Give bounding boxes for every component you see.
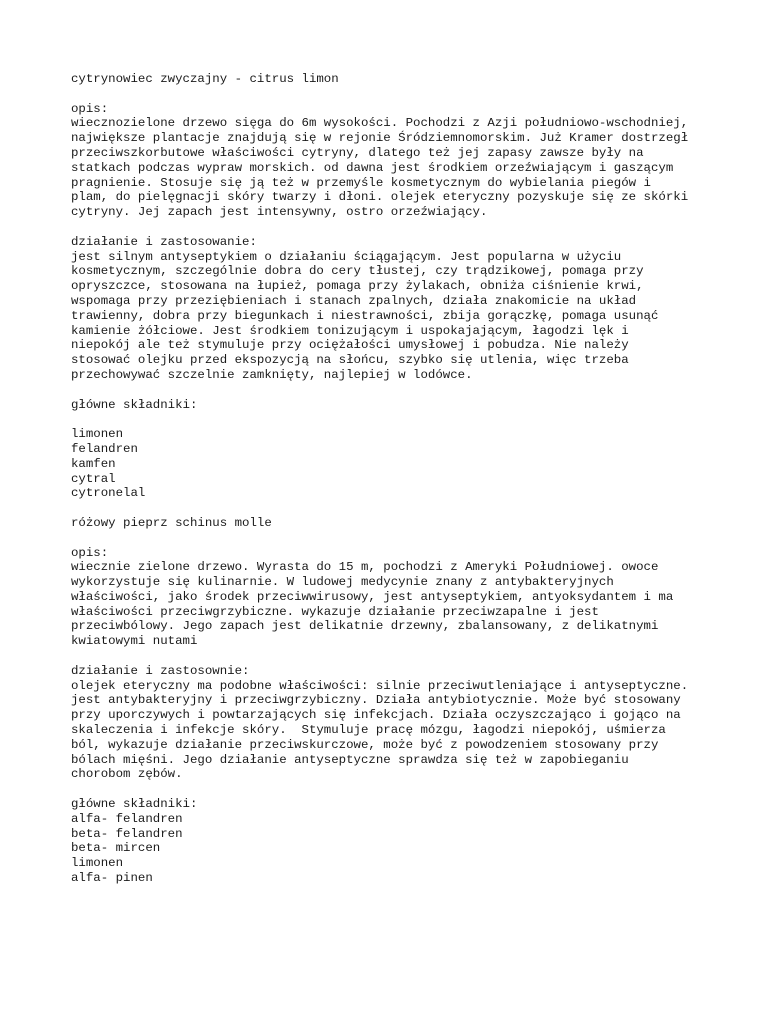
text-line: największe plantacje znajdują się w rejonie Śródziemnomorskim. Już Kramer dostrzegł [71,131,689,146]
text-line: limonen [71,856,124,871]
text-line: różowy pieprz schinus molle [71,515,272,530]
text-line: przeciwbólowy. Jego zapach jest delikatnie drzewny, zbalansowany, z delikatnymi [71,619,659,634]
text-line: wiecznie zielone drzewo. Wyrasta do 15 m, pochodzi z Ameryki Południowej. owoce [71,560,659,575]
text-line [71,383,751,398]
text-line: kosmetycznym, szczególnie dobra do cery tłustej, czy trądzikowej, pomaga przy [71,264,644,279]
text-line: przy uporczywych i powtarzających się infekcjach. Działa oczyszczająco i gojąco na [71,708,681,723]
text-line: cytryny. Jej zapach jest intensywny, ostro orzeźwiający. [71,205,488,220]
text-line [71,220,751,235]
text-line: cytrynowiec zwyczajny - citrus limon [71,72,339,86]
text-line: stosować olejku przed ekspozycją na słońcu, szybko się utlenia, więc trzeba [71,353,629,368]
text-line: chorobom zębów. [71,767,183,782]
text-line: wykorzystuje się kulinarnie. W ludowej medycynie znany z antybakteryjnych [71,575,614,590]
text-line [71,649,751,664]
text-line: kwiatowymi nutami [71,634,198,649]
text-line: opryszczce, stosowana na łupież, pomaga przy żylakach, obniża ciśnienie krwi, [71,279,644,294]
text-line: przeciwszkorbutowe właściwości cytryny, dlatego też jej zapasy zawsze były na [71,145,644,160]
text-line: działanie i zastosownie: [71,663,250,678]
text-line: pragnienie. Stosuje się ją też w przemyśle kosmetycznym do wybielania piegów i [71,175,651,190]
text-line: alfa- felandren [71,811,183,826]
text-line: jest antybakteryjny i przeciwgrzybiczny. Działa antybiotycznie. Może być stosowany [71,693,681,708]
text-line: plam, do pielęgnacji skóry twarzy i dłoni. olejek eteryczny pozyskuje się ze skórki [71,190,689,205]
text-line: właściwości przeciwgrzybiczne. wykazuje działanie przeciwzapalne i jest [71,604,599,619]
text-line: wspomaga przy przeziębieniach i stanach zpalnych, działa znakomicie na układ [71,293,637,308]
text-line: działanie i zastosowanie: [71,234,257,249]
text-line: beta- felandren [71,826,183,841]
text-line: trawienny, dobra przy biegunkach i niestrawności, zbija gorączkę, pomaga usunąć [71,308,659,323]
text-line: alfa- pinen [71,871,153,886]
text-line: główne składniki: [71,797,198,812]
text-line [71,782,751,797]
text-line: opis: [71,101,109,116]
text-line: przechowywać szczelnie zamknięty, najlepiej w lodówce. [71,367,473,382]
text-line: właściwości, jako środek przeciwwirusowy, jest antyseptykiem, antyoksydantem i ma [71,589,674,604]
text-line: ból, wykazuje działanie przeciwskurczowe, może być z powodzeniem stosowany przy [71,737,659,752]
text-line [71,531,751,546]
text-line [71,87,751,102]
text-line [71,501,751,516]
text-line: olejek eteryczny ma podobne właściwości: silnie przeciwutleniające i antyseptyczne. [71,678,689,693]
text-line: beta- mircen [71,841,161,856]
text-line: cytral [71,471,116,486]
text-line: statkach podczas wypraw morskich. od dawna jest środkiem orzeźwiającym i gaszącym [71,160,674,175]
text-line: skaleczenia i infekcje skóry. Stymuluje pracę mózgu, łagodzi niepokój, uśmierza [71,723,666,738]
text-line: główne składniki: [71,397,198,412]
text-line: limonen [71,427,124,442]
text-line [71,412,751,427]
text-line: kamfen [71,456,116,471]
text-line: wiecznozielone drzewo sięga do 6m wysokości. Pochodzi z Azji południowo-wschodniej, [71,116,689,131]
document-text [71,72,751,886]
text-line: felandren [71,441,138,456]
text-line: cytronelal [71,486,146,501]
text-line: niepokój ale też stymuluje przy ociężałości umysłowej i pobudza. Nie należy [71,338,629,353]
text-line: jest silnym antyseptykiem o działaniu ściągającym. Jest popularna w użyciu [71,249,622,264]
text-line: bólach mięśni. Jego działanie antyseptyczne sprawdza się też w zapobieganiu [71,752,629,767]
text-line: opis: [71,545,109,560]
text-line: kamienie żółciowe. Jest środkiem tonizującym i uspokajającym, łagodzi lęk i [71,323,629,338]
